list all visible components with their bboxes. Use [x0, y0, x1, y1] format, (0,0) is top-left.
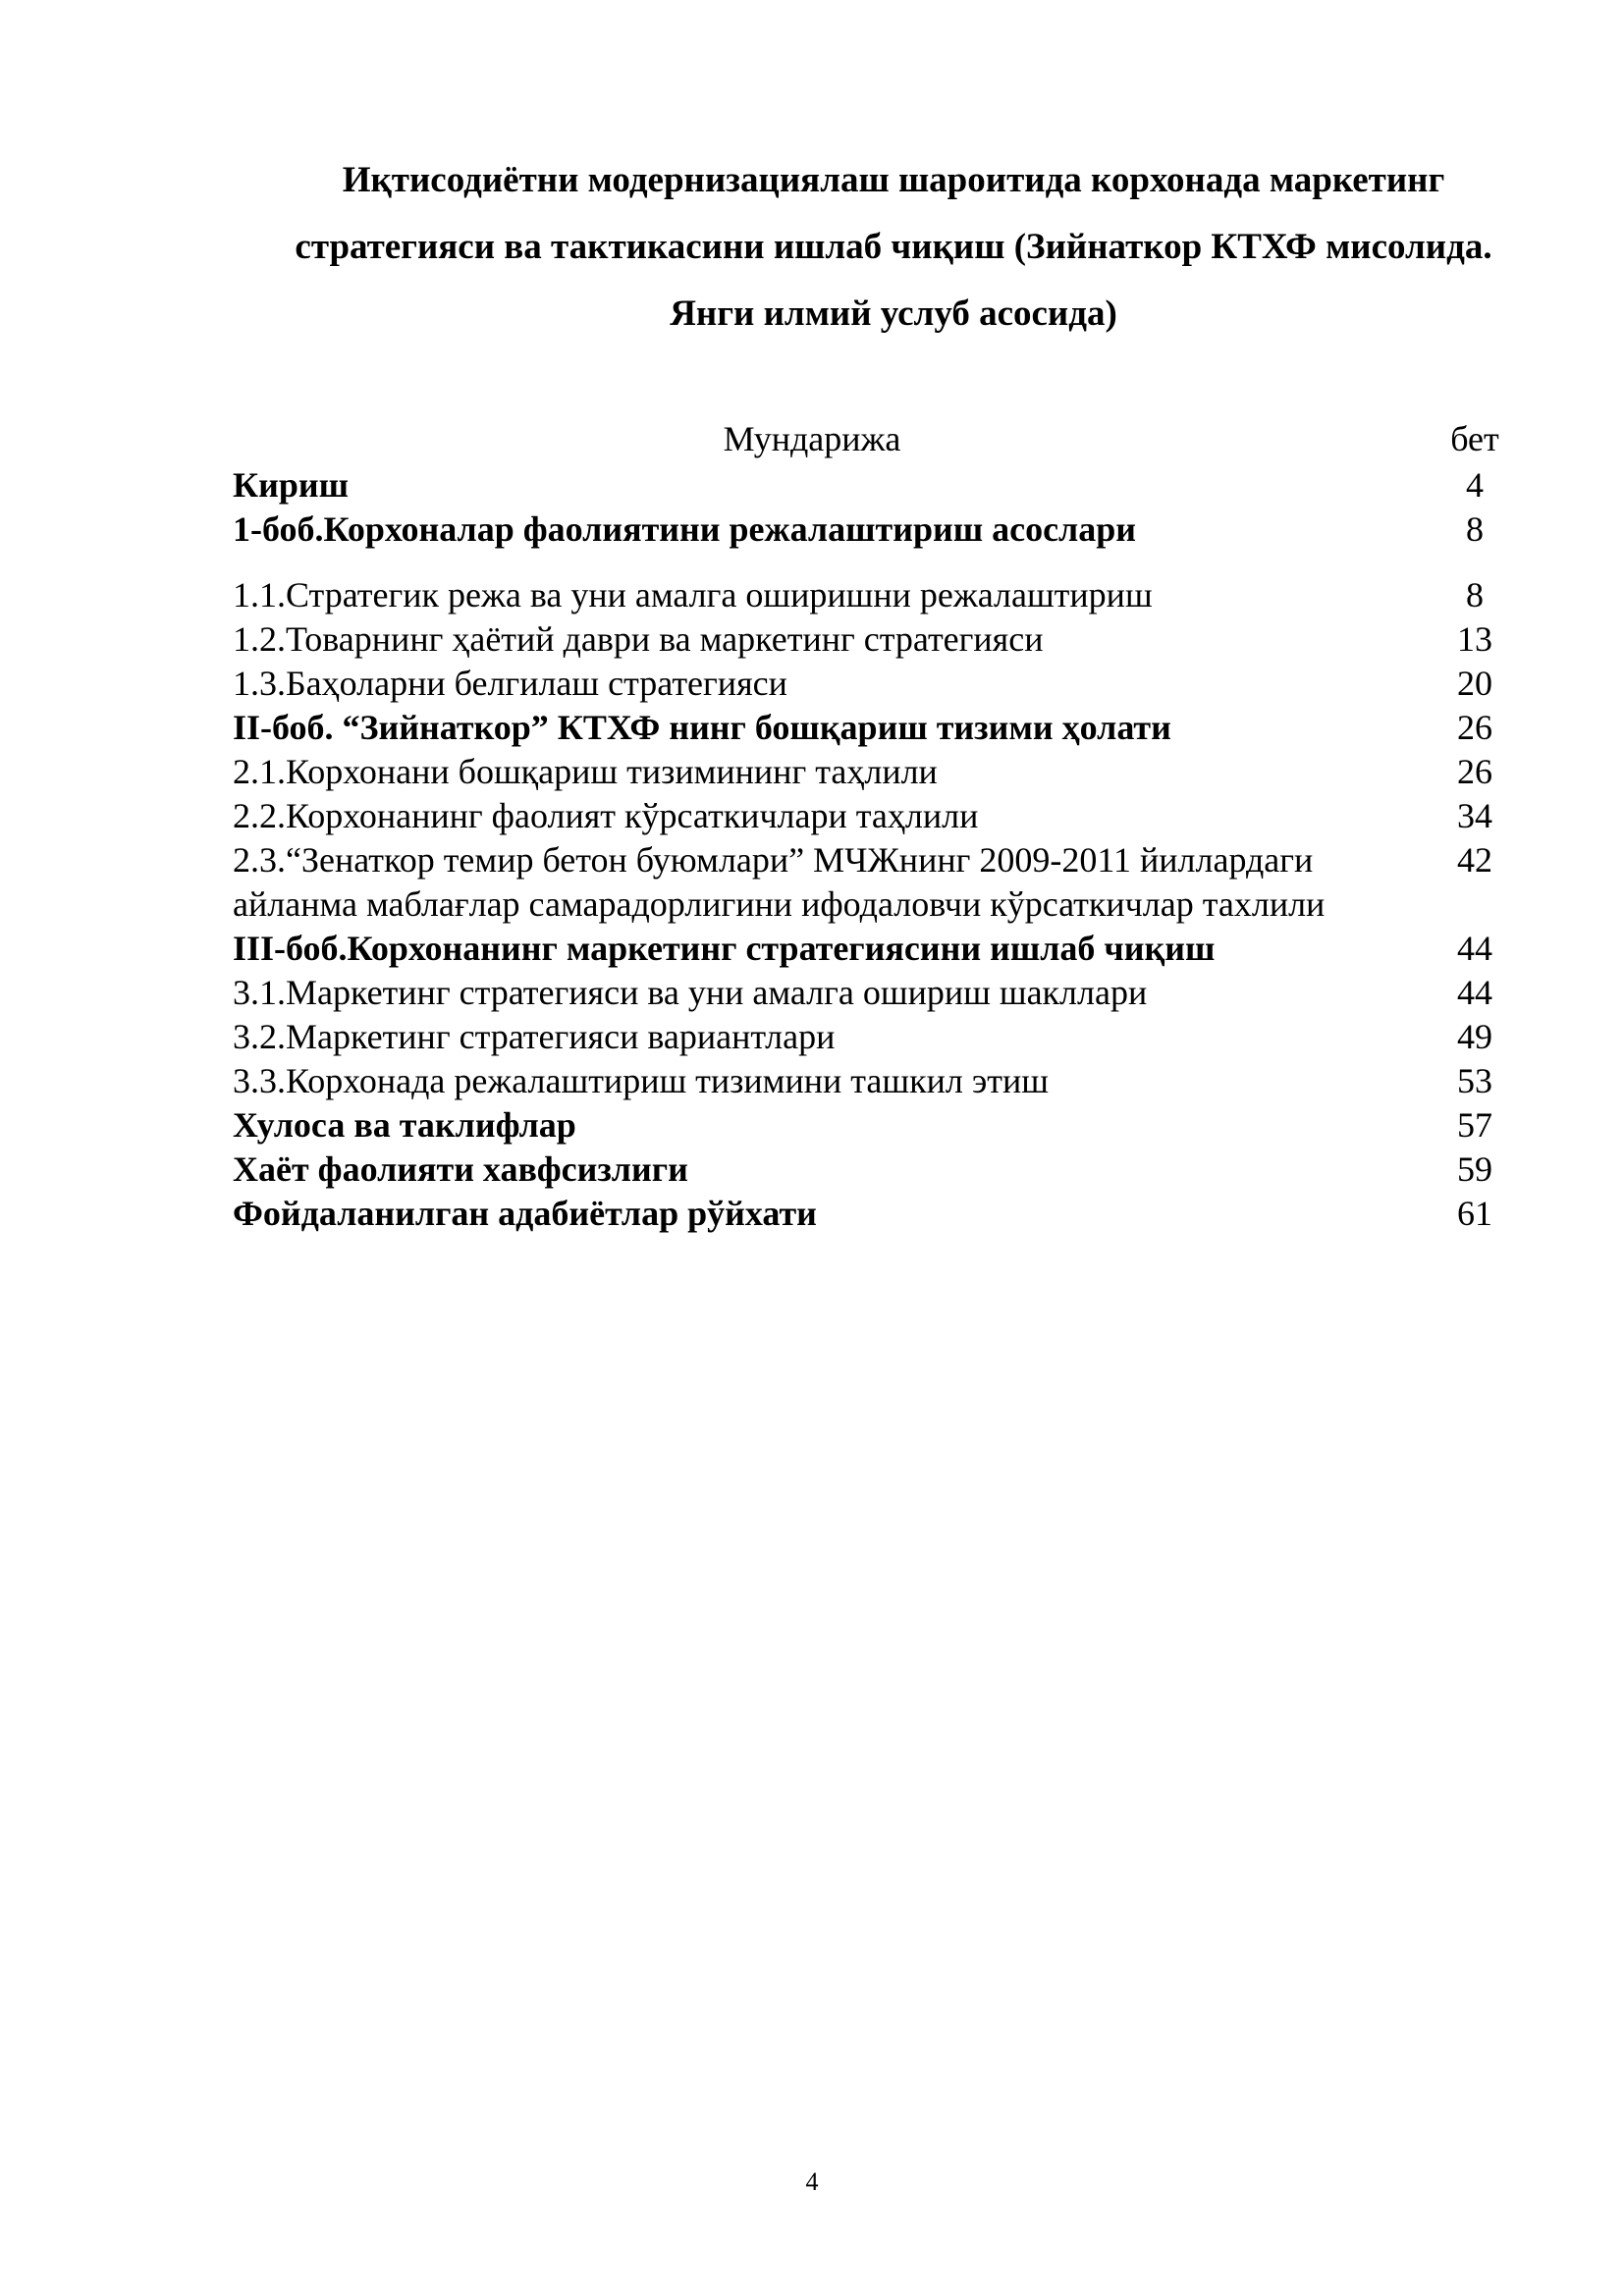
toc-entry-page: 26: [1457, 752, 1492, 791]
toc-entry-section-3-3[interactable]: [233, 1059, 1509, 1103]
toc-entry-page: 13: [1457, 619, 1492, 659]
toc-entry-text: 1.2.Товарнинг ҳаётий даври ва маркетинг стратегияси: [233, 619, 1044, 659]
toc-entry-page: 8: [1466, 509, 1484, 549]
toc-entry-page: 42: [1457, 840, 1492, 880]
title-line: Иқтисодиётни модернизациялаш шароитида корхонада маркетинг: [342, 160, 1445, 200]
toc-entry-section-3-2[interactable]: [233, 1015, 1509, 1059]
toc-entry-text: 3.3.Корхонада режалаштириш тизимини ташкил этиш: [233, 1061, 1050, 1100]
toc-entry-text: 1-боб.Корхоналар фаолиятини режалаштириш асослари: [233, 509, 1137, 549]
toc-entry-text: II-боб. “Зийнаткор” КТХФ нинг бошқариш тизими ҳолати: [233, 708, 1171, 747]
toc-entry-section-2-2[interactable]: [233, 794, 1509, 838]
toc-entry-page: 57: [1457, 1105, 1492, 1145]
toc-entry-page: 4: [1466, 465, 1484, 505]
toc-entry-page: 44: [1457, 973, 1492, 1012]
table-of-contents: [233, 463, 1509, 1236]
toc-entry-text: 2.2.Корхонанинг фаолият кўрсаткичлари таҳлили: [233, 796, 979, 835]
toc-entry-text: Фойдаланилган адабиётлар рўйхати: [233, 1194, 817, 1233]
toc-entry-page: 61: [1457, 1194, 1492, 1233]
toc-entry-page: 26: [1457, 708, 1492, 747]
toc-entry-text: 3.2.Маркетинг стратегияси вариантлари: [233, 1017, 836, 1056]
toc-entry-section-1-1[interactable]: [233, 573, 1509, 617]
toc-entry-section-3-1[interactable]: [233, 971, 1509, 1015]
toc-entry-page: 8: [1466, 575, 1484, 614]
document-title: [236, 147, 1551, 347]
toc-entry-references[interactable]: [233, 1192, 1509, 1236]
toc-entry-text: III-боб.Корхонанинг маркетинг стратегиясини ишлаб чиқиш: [233, 929, 1216, 968]
toc-entry-life-safety[interactable]: [233, 1148, 1509, 1192]
toc-entry-chapter-2[interactable]: [233, 706, 1509, 750]
toc-entry-page: 59: [1457, 1149, 1492, 1189]
toc-entry-text: 2.3.“Зенаткор темир бетон буюмлари” МЧЖнинг 2009-2011 йиллардаги айланма маблағлар самарадорлигини ифодаловчи кўрсаткичлар тахлили: [233, 840, 1326, 924]
toc-entry-text: 3.1.Маркетинг стратегияси ва уни амалга ошириш шакллари: [233, 973, 1148, 1012]
toc-entry-page: 34: [1457, 796, 1492, 835]
toc-heading: Мундарижа: [723, 419, 901, 458]
toc-entry-page: 49: [1457, 1017, 1492, 1056]
toc-entry-introduction[interactable]: [233, 463, 1509, 507]
toc-entry-section-1-3[interactable]: [233, 662, 1509, 706]
toc-entry-section-2-1[interactable]: [233, 750, 1509, 794]
toc-entry-page: 20: [1457, 664, 1492, 703]
toc-header: [233, 414, 1509, 463]
toc-entry-text: Хаёт фаолияти хавфсизлиги: [233, 1149, 688, 1189]
toc-entry-section-2-3[interactable]: [233, 838, 1509, 927]
title-line: стратегияси ва тактикасини ишлаб чиқиш (Зийнаткор КТХФ мисолида.: [295, 227, 1492, 267]
toc-entry-text: 1.1.Стратегик режа ва уни амалга оширишни режалаштириш: [233, 575, 1153, 614]
toc-entry-page: 44: [1457, 929, 1492, 968]
toc-entry-text: Хулоса ва таклифлар: [233, 1105, 576, 1145]
toc-entry-conclusion[interactable]: [233, 1103, 1509, 1148]
page-number: 4: [805, 2167, 819, 2196]
toc-entry-chapter-1[interactable]: [233, 507, 1509, 552]
title-line: Янги илмий услуб асосида): [670, 294, 1117, 334]
toc-entry-text: 2.1.Корхонани бошқариш тизимининг таҳлили: [233, 752, 938, 791]
toc-entry-section-1-2[interactable]: [233, 617, 1509, 662]
toc-page-column-label: бет: [1450, 419, 1499, 458]
toc-entry-page: 53: [1457, 1061, 1492, 1100]
toc-entry-chapter-3[interactable]: [233, 927, 1509, 971]
toc-entry-text: 1.3.Баҳоларни белгилаш стратегияси: [233, 664, 787, 703]
toc-entry-text: Кириш: [233, 465, 350, 505]
